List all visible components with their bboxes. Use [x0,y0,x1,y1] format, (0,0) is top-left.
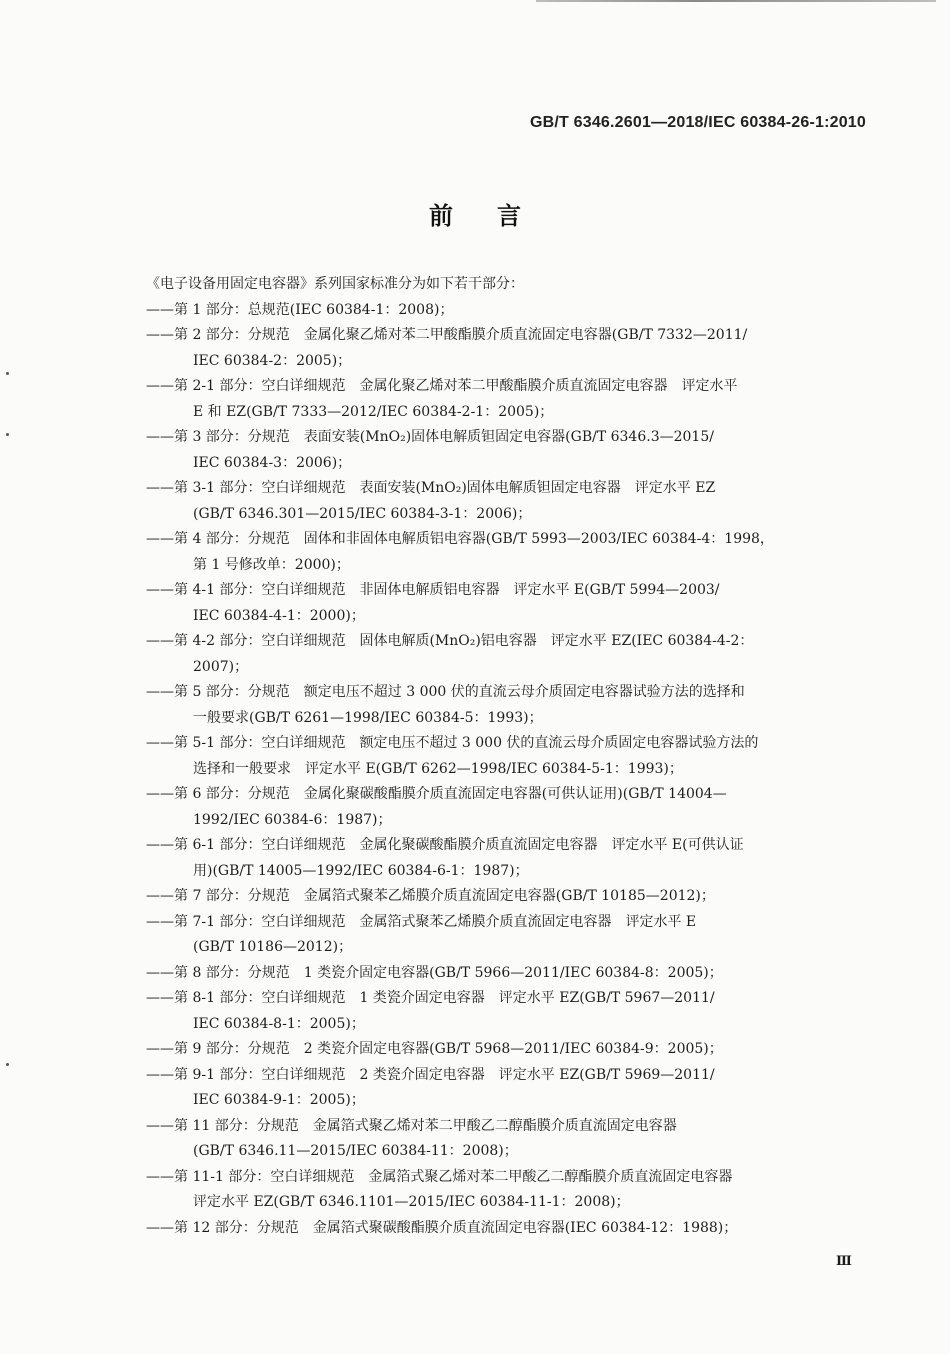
part-list-item [146,298,866,324]
part-list-item-line: ——第 11 部分：分规范 金属箔式聚乙烯对苯二甲酸乙二醇酯膜介质直流固定电容器 [146,1117,677,1134]
part-list-item-line: ——第 4-1 部分：空白详细规范 非固体电解质铝电容器 评定水平 E(GB/T 5994—2003/ [146,582,720,598]
part-list-item-continuation: 2007)； [193,658,249,675]
part-list-item [146,476,866,527]
part-list-item-continuation: IEC 60384-3：2006)； [193,454,352,471]
part-list-item-continuation: 用)(GB/T 14005—1992/IEC 60384-6-1：1987)； [193,862,529,879]
part-list-item-line: ——第 5-1 部分：空白详细规范 额定电压不超过 3 000 伏的直流云母介质固定电容器试验方法的 [146,735,759,751]
part-list-item-continuation: IEC 60384-2：2005)； [193,352,352,369]
intro-paragraph: 《电子设备用固定电容器》系列国家标准分为如下若干部分： [146,276,524,292]
part-list [146,298,866,1242]
part-list-item-continuation: IEC 60384-9-1：2005)； [193,1092,365,1108]
part-list-item-continuation: 评定水平 EZ(GB/T 6346.1101—2015/IEC 60384-11-1：2008)； [193,1194,630,1210]
part-list-item [146,578,866,629]
part-list-item-continuation: (GB/T 10186—2012)； [193,939,353,955]
part-list-item-continuation: 1992/IEC 60384-6：1987)； [193,811,392,828]
part-list-item [146,425,866,476]
part-list-item-line: ——第 2-1 部分：空白详细规范 金属化聚乙烯对苯二甲酸酯膜介质直流固定电容器 评定水平 [146,378,738,394]
standard-number-header: GB/T 6346.2601—2018/IEC 60384-26-1:2010 [529,114,866,131]
part-list-item [146,986,866,1037]
part-list-item-continuation: IEC 60384-8-1：2005)； [193,1015,365,1032]
part-list-item [146,1114,866,1165]
part-list-item-continuation: (GB/T 6346.11—2015/IEC 60384-11：2008)； [193,1143,518,1159]
part-list-item-continuation: 第 1 号修改单：2000)； [193,556,350,573]
part-list-item-line: ——第 3 部分：分规范 表面安装(MnO₂)固体电解质钽固定电容器(GB/T 6346.3—2015/ [146,429,714,445]
part-list-item [146,1037,866,1063]
part-list-item [146,1063,866,1114]
part-list-item-line: ——第 12 部分：分规范 金属箔式聚碳酸酯膜介质直流固定电容器(IEC 60384-12：1988)； [146,1219,738,1236]
page-title: 前言 [429,202,565,230]
part-list-item [146,629,866,680]
part-list-item-line: ——第 6-1 部分：空白详细规范 金属化聚碳酸酯膜介质直流固定电容器 评定水平 E(可供认证 [146,837,744,853]
part-list-item-continuation: (GB/T 6346.301—2015/IEC 60384-3-1：2006)； [193,505,532,522]
part-list-item-continuation: 一般要求(GB/T 6261—1998/IEC 60384-5：1993)； [193,709,543,726]
part-list-item-line: ——第 9 部分：分规范 2 类瓷介固定电容器(GB/T 5968—2011/IEC 60384-9：2005)； [146,1041,723,1057]
part-list-item-line: ——第 1 部分：总规范(IEC 60384-1：2008)； [146,301,454,318]
part-list-item [146,374,866,425]
part-list-item [146,323,866,374]
part-list-item [146,1165,866,1216]
part-list-item-line: ——第 8 部分：分规范 1 类瓷介固定电容器(GB/T 5966—2011/IEC 60384-8：2005)； [146,964,723,981]
part-list-item-continuation: 选择和一般要求 评定水平 E(GB/T 6262—1998/IEC 60384-5-1：1993)； [193,760,683,777]
part-list-item [146,884,866,910]
part-list-item-line: ——第 9-1 部分：空白详细规范 2 类瓷介固定电容器 评定水平 EZ(GB/T 5969—2011/ [146,1066,715,1083]
part-list-item-line: ——第 6 部分：分规范 金属化聚碳酸酯膜介质直流固定电容器(可供认证用)(GB/T 14004— [146,786,727,802]
part-list-item-line: ——第 11-1 部分：空白详细规范 金属箔式聚乙烯对苯二甲酸乙二醇酯膜介质直流固定电容器 [146,1168,733,1185]
part-list-item [146,1216,866,1242]
part-list-item [146,782,866,833]
document-body [146,272,866,1241]
part-list-item-continuation: E 和 EZ(GB/T 7333—2012/IEC 60384-2-1：2005)； [193,403,554,420]
scan-speck [6,433,9,436]
part-list-item [146,527,866,578]
part-list-item-line: ——第 8-1 部分：空白详细规范 1 类瓷介固定电容器 评定水平 EZ(GB/T 5967—2011/ [146,990,715,1006]
top-edge-rule [536,0,936,2]
scan-speck [6,1063,9,1066]
part-list-item-line: ——第 7-1 部分：空白详细规范 金属箔式聚苯乙烯膜介质直流固定电容器 评定水平 E [146,913,697,930]
part-list-item [146,961,866,987]
part-list-item-continuation: IEC 60384-4-1：2000)； [193,607,365,624]
scan-speck [6,372,9,375]
part-list-item-line: ——第 4 部分：分规范 固体和非固体电解质铝电容器(GB/T 5993—2003/IEC 60384-4：1998， [146,531,774,547]
part-list-item-line: ——第 4-2 部分：空白详细规范 固体电解质(MnO₂)铝电容器 评定水平 EZ(IEC 60384-4-2： [146,633,754,649]
part-list-item-line: ——第 2 部分：分规范 金属化聚乙烯对苯二甲酸酯膜介质直流固定电容器(GB/T 7332—2011/ [146,327,748,343]
part-list-item [146,910,866,961]
part-list-item-line: ——第 7 部分：分规范 金属箔式聚苯乙烯膜介质直流固定电容器(GB/T 10185—2012)； [146,888,715,904]
part-list-item [146,833,866,884]
part-list-item [146,680,866,731]
part-list-item-line: ——第 5 部分：分规范 额定电压不超过 3 000 伏的直流云母介质固定电容器试验方法的选择和 [146,684,745,700]
part-list-item-line: ——第 3-1 部分：空白详细规范 表面安装(MnO₂)固体电解质钽固定电容器 评定水平 EZ [146,480,716,496]
part-list-item [146,731,866,782]
page-number: Ⅲ [836,1254,852,1269]
